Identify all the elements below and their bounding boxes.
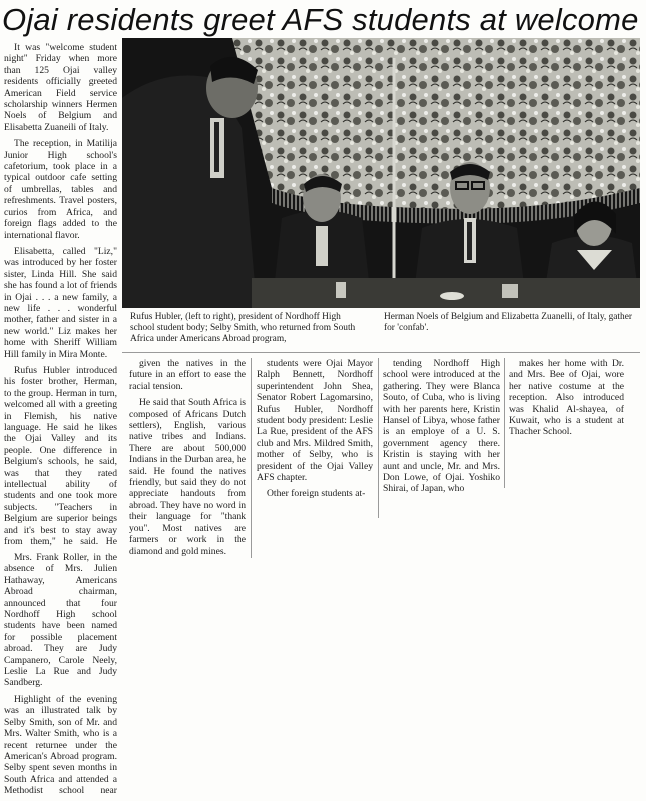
photo-caption-right: Herman Noels of Belgium and Elizabetta Zuanelli, of Italy, gather for 'confab'. <box>384 312 633 333</box>
paragraph: It was "welcome student night" Friday when more than 125 Ojai valley residents officially greeted American Field service scholarship winners Hermen Noels of Belgium and Elisabetta Zuaneili of Italy. <box>4 42 117 133</box>
column-1-upper <box>4 42 117 547</box>
paragraph: Other foreign students at- <box>267 488 366 500</box>
photo-caption-left: Rufus Hubler, (left to right), president of Nordhoff High school student body; Selby Smith, who returned from South Africa under Americans Abroad program, <box>130 312 356 344</box>
paragraph: given the natives in the future in an effort to ease the racial tension. <box>129 358 246 392</box>
umbrella-canopy <box>232 38 640 209</box>
column-1-lower <box>4 552 117 797</box>
column-5 <box>509 358 624 438</box>
paragraph: makes her home with Dr. and Mrs. Bee of Ojai, wore her native costume at the reception. Also introduced was Khalid Al-shayea, of Kuwait, who is a student at Thacher School. <box>509 358 624 438</box>
column-3 <box>257 358 373 518</box>
paragraph: students were Ojai Mayor Ralph Bennett, Nordhoff superintendent John Shea, Senator Robert Lagomarsino, Rufus Hubler, Nordhoff student body president: Leslie La Rue, president of the AFS club and Mrs. Mildred Smith, mother of Selby, who is president of the Ojai Valley AFS chapter. <box>257 358 373 484</box>
column-divider <box>504 358 505 488</box>
photo-illustration <box>122 38 640 308</box>
column-divider <box>378 358 379 518</box>
paragraph: tending Nordhoff High school were introduced at the gathering. They were Blanca Souto, of Cuba, who is living with her parents here, Kristin Hansel of Libya, whose father is an employe of a U. S. government agency there. Kristin is staying with her aunt and uncle, Mr. and Mrs. Don Lowe, of Ojai. Yoshiko Shirai, of Japan, who <box>383 358 500 495</box>
column-divider <box>251 358 252 558</box>
news-photo <box>122 38 640 308</box>
column-4 <box>383 358 500 518</box>
headline: Ojai residents greet AFS students at welcome <box>2 2 639 37</box>
paragraph: The reception, in Matilija Junior High school's cafetorium, took place in a typical outdoor cafe setting of umbrellas, tables and refreshments. Travel posters, curios from Africa, and foreign flags added to the international flavor. <box>4 138 117 241</box>
paragraph: Mrs. Frank Roller, in the absence of Mrs. Julien Hathaway, Americans Abroad chairman, announced that four Nordhoff High school students have been named for possible placement abroad. They are Judy Campanero, Carole Neely, Leslie La Rue and Judy Sandberg. <box>4 552 117 689</box>
paragraph: Highlight of the evening was an illustrated talk by Selby Smith, son of Mr. and Mrs. Walter Smith, who is a recent returnee under the American's Abroad program. Selby spent seven months in South Africa and attended a Methodist school near <box>4 693 117 797</box>
paragraph: Rufus Hubler introduced his foster brother, Herman, to the group. Herman in turn, welcomed all with a greeting in Flemish, his native language. He said he likes the Ojai Valley and its people. One difference in Belgium's schools, he said, was that they rated intellectual ability of students and one took more subjects. "Teachers in Belgium are superior beings and it's best to stay away from them," he said. He <box>4 364 117 547</box>
column-2 <box>129 358 246 558</box>
divider <box>122 352 640 353</box>
paragraph: He said that South Africa is composed of Africans Dutch settlers), English, various native tribes and Indians. There are about 500,000 Indians in the Durban area, he said. He found the natives friendly, but said they do not appreciate handouts from abroad. They have no word in their language for "thank you". Most natives are farmers or work in the diamond and gold mines. <box>129 397 246 557</box>
paragraph: Elisabetta, called "Liz," was introduced by her foster sister, Linda Hill. She said she has found a lot of friends in Ojai . . . a new family, a new life . . . wonderful mother, father and sister in a new world." Liz makes her home with Sheriff William Hill family in Mira Monte. <box>4 245 117 360</box>
